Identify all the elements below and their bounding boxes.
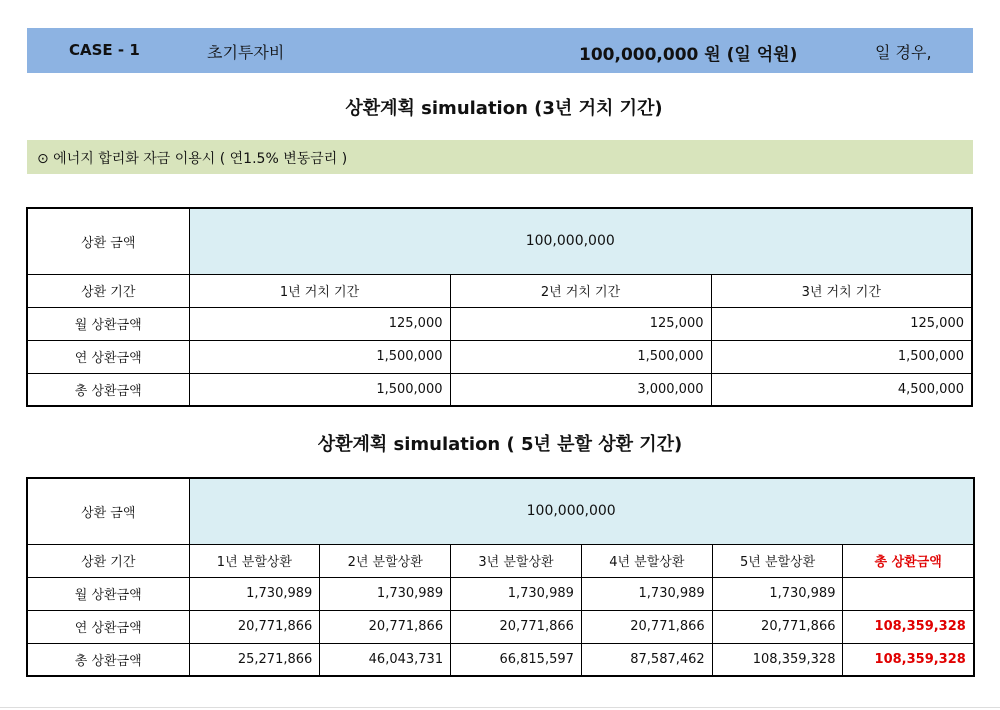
- row-label: 연 상환금액: [27, 610, 189, 643]
- period-header: 2년 거치 기간: [450, 274, 711, 307]
- table-cell: 66,815,597: [451, 643, 582, 676]
- row-label: 연 상환금액: [27, 340, 189, 373]
- period-header: 3년 거치 기간: [711, 274, 972, 307]
- table-cell: 20,771,866: [189, 610, 320, 643]
- table-cell: 4,500,000: [711, 373, 972, 406]
- period-header: 3년 분할상환: [451, 544, 582, 577]
- case-number: CASE - 1: [69, 41, 140, 59]
- period-label: 상환 기간: [27, 274, 189, 307]
- table-row: [27, 544, 974, 577]
- installment-table: [26, 477, 975, 677]
- period-header: 1년 거치 기간: [189, 274, 450, 307]
- table-cell: 1,730,989: [581, 577, 712, 610]
- table-cell: 1,500,000: [711, 340, 972, 373]
- page-divider: [0, 707, 1000, 708]
- table-cell: 20,771,866: [712, 610, 843, 643]
- table-cell: 125,000: [450, 307, 711, 340]
- table-cell: 125,000: [711, 307, 972, 340]
- deferment-table: [26, 207, 973, 407]
- total-cell: 108,359,328: [843, 643, 974, 676]
- table-row: [27, 610, 974, 643]
- table-row: [27, 208, 972, 274]
- period-header: 4년 분할상환: [581, 544, 712, 577]
- case-label: 초기투자비: [207, 43, 285, 62]
- total-header: 총 상환금액: [843, 544, 974, 577]
- table-cell: 1,730,989: [451, 577, 582, 610]
- period-header: 1년 분할상환: [189, 544, 320, 577]
- row-label: 총 상환금액: [27, 373, 189, 406]
- case-header-bar: [27, 28, 973, 73]
- table-row: [27, 373, 972, 406]
- table-cell: 20,771,866: [581, 610, 712, 643]
- table-row: [27, 478, 974, 544]
- loan-note-bar: [27, 140, 973, 174]
- table-cell: 20,771,866: [451, 610, 582, 643]
- table-cell: 46,043,731: [320, 643, 451, 676]
- table-cell: 20,771,866: [320, 610, 451, 643]
- table-row: [27, 274, 972, 307]
- table-cell: 125,000: [189, 307, 450, 340]
- table-row: [27, 307, 972, 340]
- case-suffix: 일 경우,: [875, 43, 932, 62]
- table-cell: 1,500,000: [189, 373, 450, 406]
- loan-note-text: ⊙ 에너지 합리화 자금 이용시 ( 연1.5% 변동금리 ): [37, 151, 348, 167]
- amount-value: 100,000,000: [189, 478, 974, 544]
- table-row: [27, 577, 974, 610]
- amount-label: 상환 금액: [27, 478, 189, 544]
- case-amount: 100,000,000 원 (일 억원): [579, 45, 798, 65]
- row-label: 월 상환금액: [27, 577, 189, 610]
- row-label: 월 상환금액: [27, 307, 189, 340]
- table-cell: 1,730,989: [320, 577, 451, 610]
- table-cell: 1,730,989: [189, 577, 320, 610]
- table-cell: 1,500,000: [450, 340, 711, 373]
- table-cell: 3,000,000: [450, 373, 711, 406]
- table-cell: 87,587,462: [581, 643, 712, 676]
- table-cell: 108,359,328: [712, 643, 843, 676]
- period-header: 2년 분할상환: [320, 544, 451, 577]
- period-header: 5년 분할상환: [712, 544, 843, 577]
- row-label: 총 상환금액: [27, 643, 189, 676]
- period-label: 상환 기간: [27, 544, 189, 577]
- table-cell: 25,271,866: [189, 643, 320, 676]
- table-row: [27, 340, 972, 373]
- table-cell: 1,730,989: [712, 577, 843, 610]
- section-title-installment: 상환계획 simulation ( 5년 분할 상환 기간): [317, 434, 683, 455]
- total-cell: 108,359,328: [843, 610, 974, 643]
- table-row: [27, 643, 974, 676]
- amount-value: 100,000,000: [189, 208, 972, 274]
- table-cell: 1,500,000: [189, 340, 450, 373]
- amount-label: 상환 금액: [27, 208, 189, 274]
- total-cell: [843, 577, 974, 610]
- section-title-deferment: 상환계획 simulation (3년 거치 기간): [345, 98, 663, 119]
